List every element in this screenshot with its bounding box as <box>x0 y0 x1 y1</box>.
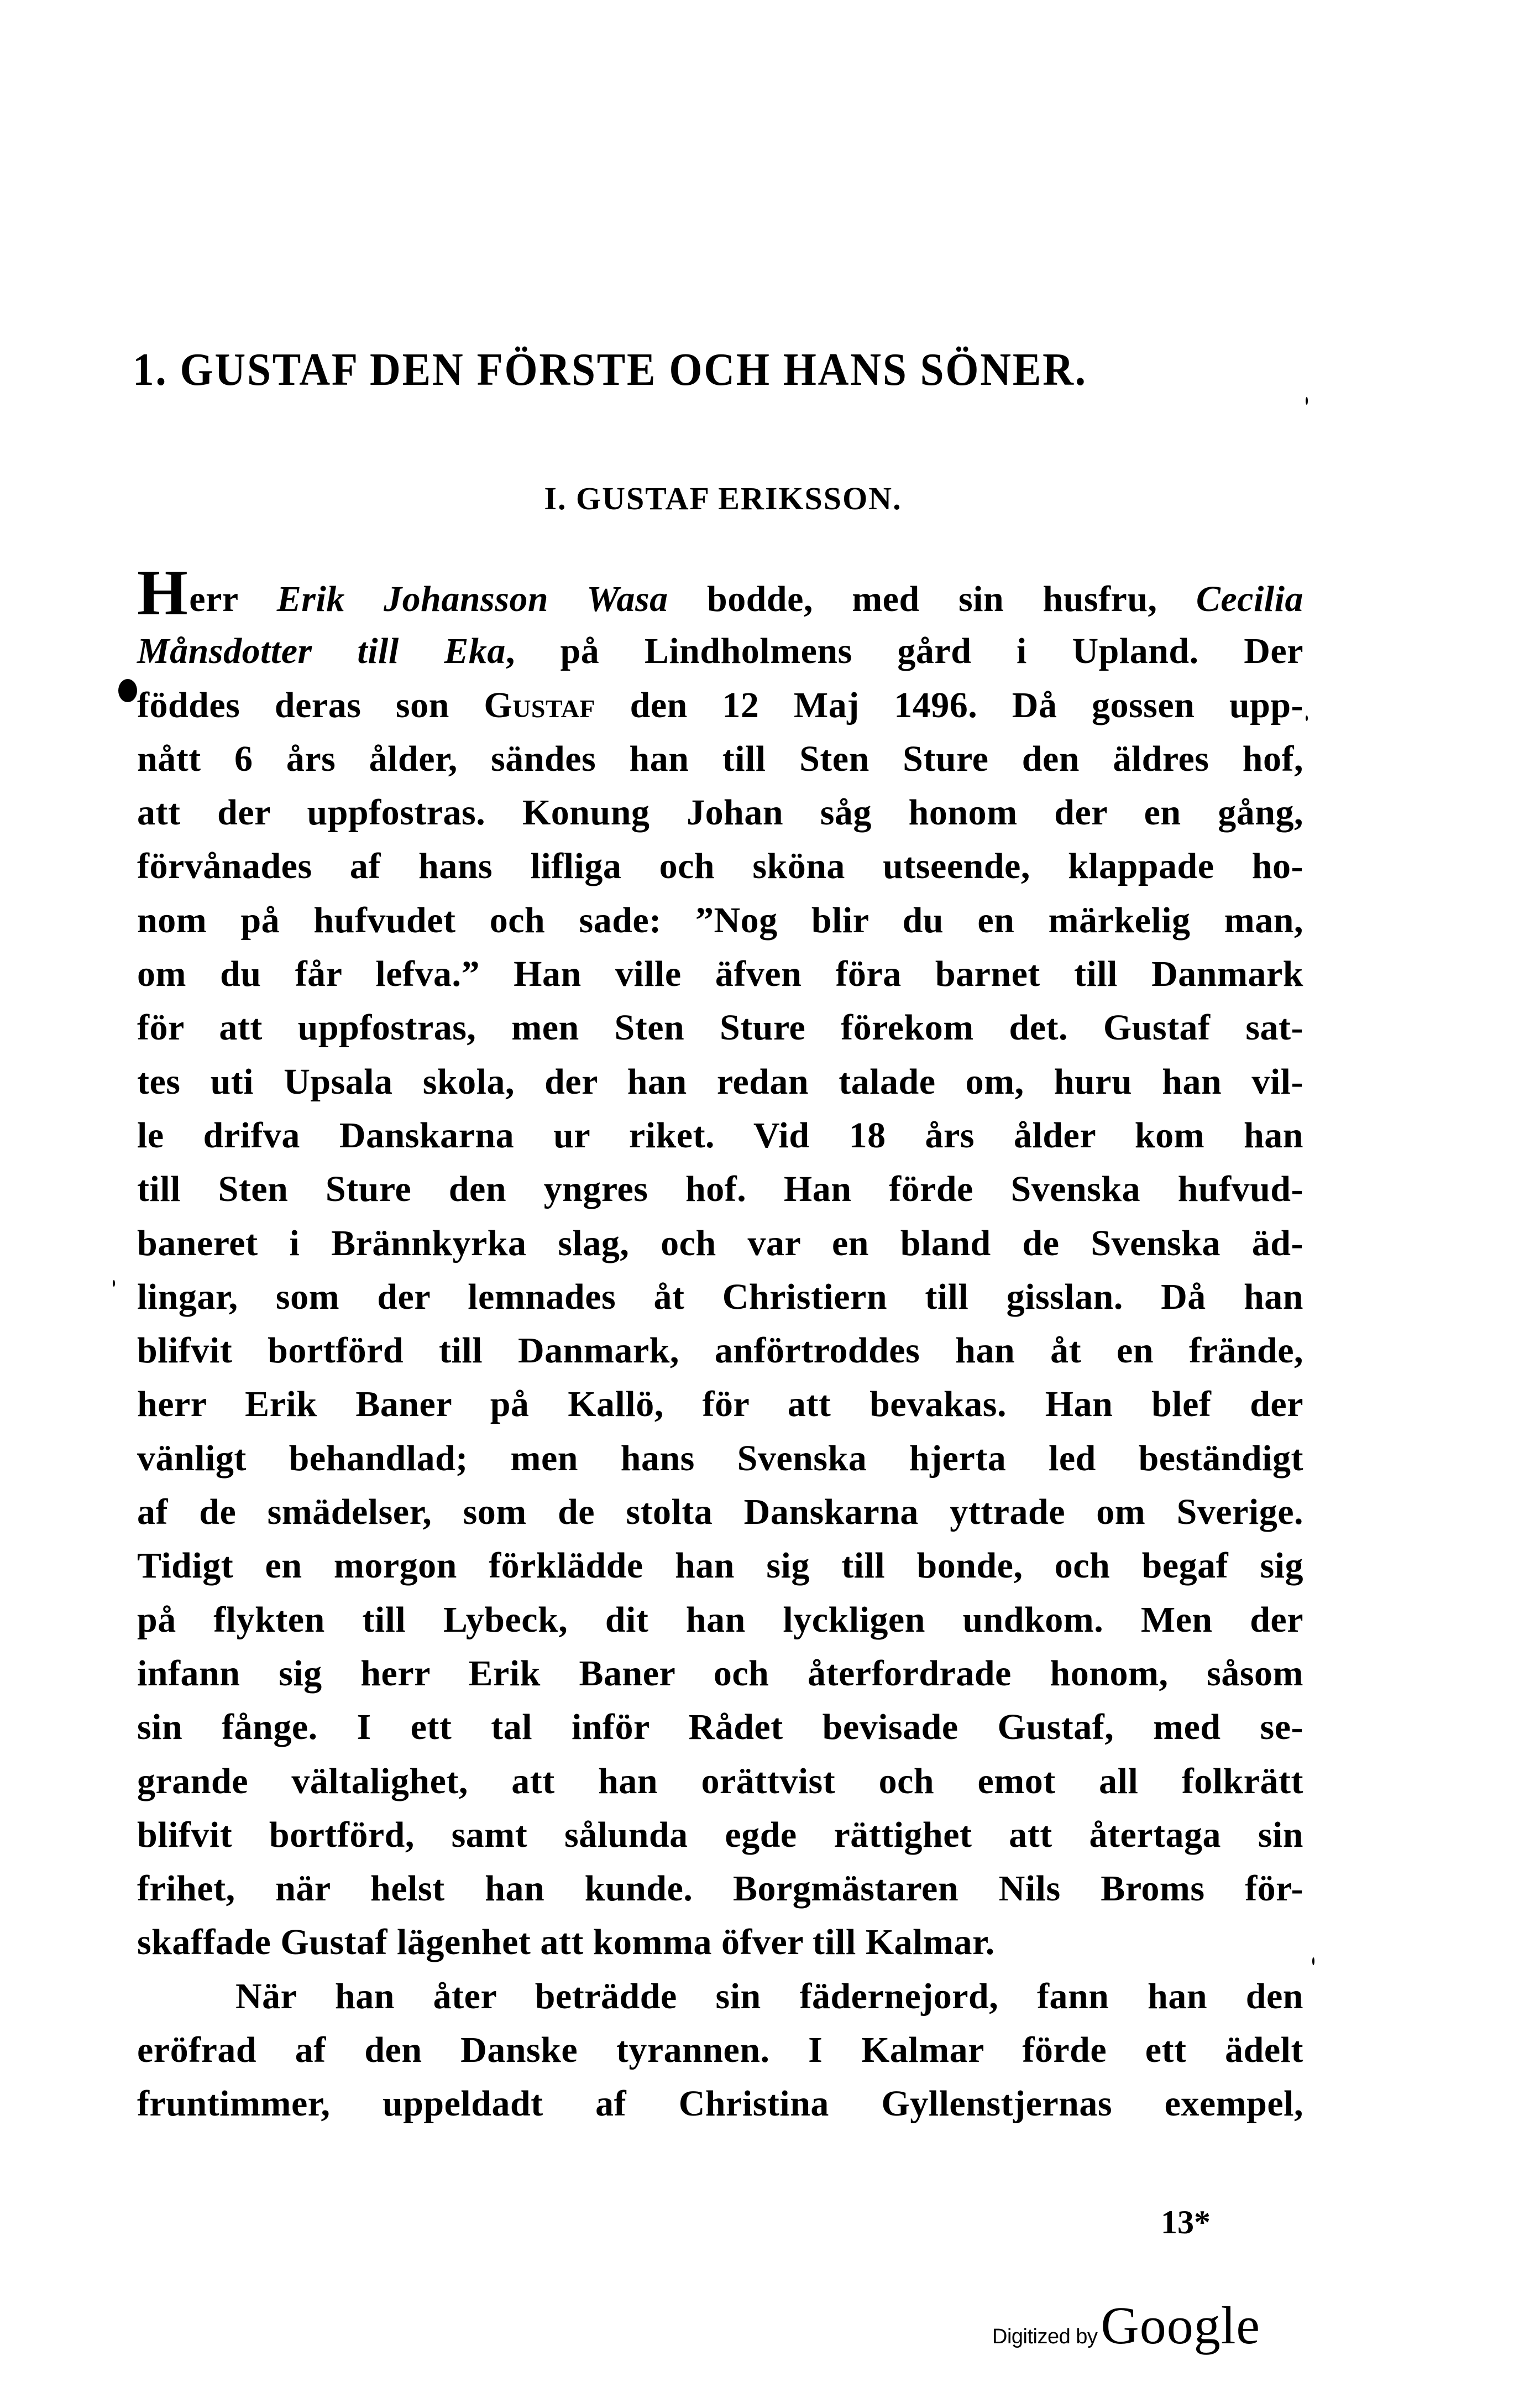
text-segment: nått 6 års ålder, sändes han till Sten Sture den äldres hof, <box>137 738 1303 779</box>
text-line <box>137 1109 1303 1162</box>
text-line <box>137 1700 1303 1754</box>
text-line <box>137 1055 1303 1109</box>
digitized-by-google-watermark <box>992 2295 1260 2356</box>
scan-speck <box>1312 1957 1314 1965</box>
text-line <box>137 1270 1303 1324</box>
text-line <box>137 1593 1303 1647</box>
text-segment: infann sig herr Erik Baner och återfordrade honom, såsom <box>137 1653 1303 1694</box>
text-line <box>137 1862 1303 1915</box>
text-line <box>137 2077 1303 2130</box>
text-segment: herr Erik Baner på Kallö, för att bevakas. Han blef der <box>137 1384 1303 1425</box>
text-line <box>137 786 1303 839</box>
ink-blot <box>118 679 137 702</box>
text-line <box>137 1377 1303 1431</box>
text-segment: nom på hufvudet och sade: ”Nog blir du en märkelig man, <box>137 900 1303 941</box>
text-segment: Tidigt en morgon förklädde han sig till bonde, och begaf sig <box>137 1545 1303 1586</box>
digitized-label: Digitized by <box>992 2325 1098 2348</box>
text-segment: vänligt behandlad; men hans Svenska hjerta led beständigt <box>137 1438 1303 1479</box>
text-segment: err <box>189 579 277 619</box>
text-line <box>137 1970 1303 2023</box>
text-segment: skaffade Gustaf lägenhet att komma öfver till Kalmar. <box>137 1922 995 1963</box>
text-line <box>137 1808 1303 1862</box>
text-segment: tes uti Upsala skola, der han redan talade om, huru han vil- <box>137 1061 1303 1102</box>
text-segment: fruntimmer, uppeldadt af Christina Gyllenstjernas exempel, <box>137 2083 1303 2124</box>
text-segment: Erik Johansson Wasa <box>276 579 668 619</box>
text-segment: på flykten till Lybeck, dit han lyckligen undkom. Men der <box>137 1599 1303 1640</box>
text-segment: sin fånge. I ett tal inför Rådet bevisade Gustaf, med se- <box>137 1707 1303 1748</box>
text-segment: af de smädelser, som de stolta Danskarna yttrade om Sverige. <box>137 1492 1303 1533</box>
text-segment: När han åter beträdde sin fädernejord, fann han den <box>235 1976 1303 2017</box>
text-segment: Cecilia <box>1196 579 1303 619</box>
scan-speck <box>113 1280 115 1287</box>
text-line <box>137 839 1303 893</box>
text-line <box>137 1647 1303 1700</box>
text-segment: blifvit bortförd till Danmark, anförtroddes han åt en frände, <box>137 1330 1303 1371</box>
text-segment: att der uppfostras. Konung Johan såg honom der en gång, <box>137 792 1303 833</box>
google-logo: Google <box>1101 2296 1261 2355</box>
text-segment: lingar, som der lemnades åt Christiern till gisslan. Då han <box>137 1276 1303 1317</box>
text-line <box>137 1485 1303 1539</box>
text-line <box>137 894 1303 947</box>
text-segment: frihet, när helst han kunde. Borgmästaren Nils Broms för- <box>137 1868 1303 1909</box>
text-segment: förvånades af hans lifliga och sköna utseende, klappade ho- <box>137 846 1303 887</box>
text-segment: baneret i Brännkyrka slag, och var en bland de Svenska äd- <box>137 1223 1303 1263</box>
text-line <box>137 1324 1303 1377</box>
text-segment: föddes deras son <box>137 685 484 725</box>
text-segment: Gustaf <box>484 685 596 725</box>
text-line <box>137 1001 1303 1054</box>
text-line <box>137 556 1303 629</box>
text-line <box>137 1915 1303 1969</box>
text-segment: den 12 Maj 1496. Då gossen upp- <box>595 685 1304 725</box>
text-segment: till Sten Sture den yngres hof. Han förde Svenska hufvud- <box>137 1169 1303 1210</box>
scan-speck <box>1306 715 1308 721</box>
text-line <box>137 1539 1303 1592</box>
text-segment: för att uppfostras, men Sten Sture förekom det. Gustaf sat- <box>137 1007 1303 1048</box>
section-title-text: I. GUSTAF ERIKSSON. <box>544 480 902 516</box>
text-segment: blifvit bortförd, samt sålunda egde rättighet att återtaga sin <box>137 1814 1303 1855</box>
chapter-title: 1. GUSTAF DEN FÖRSTE OCH HANS SÖNER. <box>133 344 1087 395</box>
text-segment: Månsdotter till Eka <box>137 631 506 672</box>
text-segment: bodde, med sin husfru, <box>668 579 1196 619</box>
text-line <box>137 1754 1303 1808</box>
text-line <box>137 624 1303 678</box>
text-line <box>137 1162 1303 1216</box>
text-line <box>137 678 1303 732</box>
section-title <box>0 480 1540 517</box>
text-segment: eröfrad af den Danske tyrannen. I Kalmar förde ett ädelt <box>137 2030 1303 2071</box>
drop-cap: H <box>137 556 188 629</box>
text-segment: om du får lefva.” Han ville äfven föra barnet till Danmark <box>137 954 1303 995</box>
text-line <box>137 947 1303 1001</box>
scan-speck <box>1306 397 1308 405</box>
text-segment: le drifva Danskarna ur riket. Vid 18 års ålder kom han <box>137 1115 1303 1156</box>
body-text <box>137 556 1304 2131</box>
text-segment: , på Lindholmens gård i Upland. Der <box>505 631 1303 672</box>
text-line <box>137 2023 1303 2077</box>
text-segment: grande vältalighet, att han orättvist och emot all folkrätt <box>137 1761 1303 1801</box>
signature-mark: 13* <box>1161 2204 1211 2240</box>
text-line <box>137 1216 1303 1270</box>
text-line <box>137 1432 1303 1485</box>
text-line <box>137 732 1303 786</box>
